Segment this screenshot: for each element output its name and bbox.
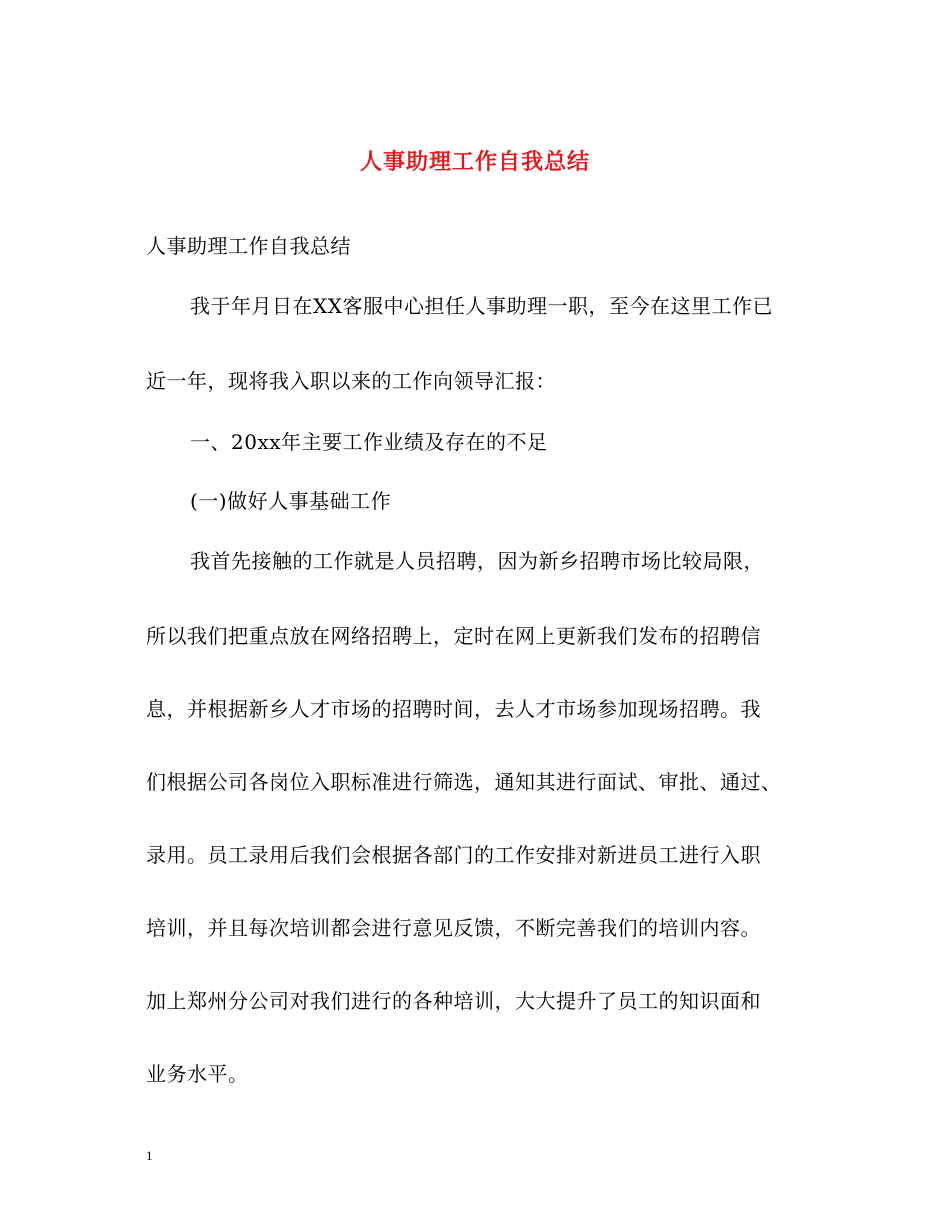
body-line: 息，并根据新乡人才市场的招聘时间，去人才市场参加现场招聘。我	[146, 697, 761, 721]
document-title: 人事助理工作自我总结	[359, 149, 590, 175]
body-line: 录用。员工录用后我们会根据各部门的工作安排对新进员工进行入职	[146, 843, 761, 867]
body-line: 培训，并且每次培训都会进行意见反馈，不断完善我们的培训内容。	[146, 916, 761, 940]
page-number: 1	[146, 1148, 153, 1163]
body-line: 我于年月日在XX客服中心担任人事助理一职，至今在这里工作已	[190, 294, 773, 318]
body-line: 们根据公司各岗位入职标准进行筛选，通知其进行面试、审批、通过、	[146, 770, 782, 794]
section-heading: 一、20xx年主要工作业绩及存在的不足	[190, 430, 548, 454]
body-line: 所以我们把重点放在网络招聘上，定时在网上更新我们发布的招聘信	[146, 624, 761, 648]
body-line: 我首先接触的工作就是人员招聘，因为新乡招聘市场比较局限，	[190, 549, 764, 573]
body-line: 业务水平。	[146, 1062, 249, 1086]
subsection-heading: (一)做好人事基础工作	[190, 489, 392, 513]
body-line: 加上郑州分公司对我们进行的各种培训，大大提升了员工的知识面和	[146, 989, 761, 1013]
body-line: 近一年，现将我入职以来的工作向领导汇报：	[146, 369, 556, 393]
body-line-heading: 人事助理工作自我总结	[146, 234, 351, 258]
